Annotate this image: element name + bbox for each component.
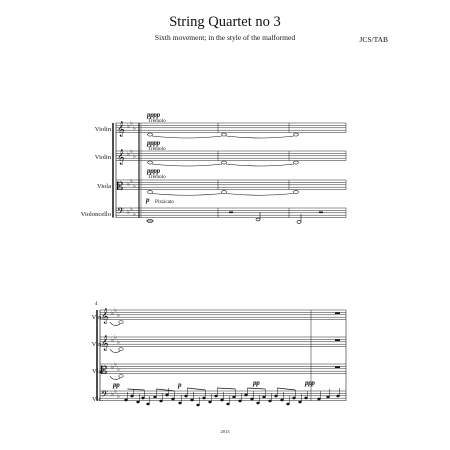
svg-text:♭: ♭ [117,393,120,400]
svg-text:♭: ♭ [130,148,133,155]
bass-clef-icon: 𝄢 [101,389,109,402]
instrument-abbrev-violin-1: Vln. [91,314,103,321]
bass-clef-icon: 𝄢 [117,206,125,219]
dynamic-marking: pp [253,379,260,387]
page-number: 2013 [220,429,230,434]
staff-vln-2 [100,337,346,347]
composer-credit: JCS/TAB [359,35,388,44]
dynamic-marking: pp [113,381,120,389]
treble-clef-icon: 𝄞 [117,122,125,137]
svg-text:♭: ♭ [114,388,117,395]
instrument-name-violin-1: Violin [94,126,111,133]
score-subtitle: Sixth movement; in the style of the malformed [154,33,296,42]
treble-clef-icon: 𝄞 [101,309,109,324]
dynamic-marking: pppp [147,111,160,119]
instrument-abbrev-viola: Vla. [91,368,103,375]
treble-clef-icon: 𝄞 [117,150,125,165]
instrument-name-violin-2: Violin [94,154,111,161]
staff-violin-1 [116,123,346,133]
score-title: String Quartet no 3 [169,14,281,30]
dynamic-marking: pppp [147,139,160,147]
svg-text:♭: ♭ [133,183,136,190]
svg-text:♭: ♭ [117,366,120,373]
alto-clef-icon: 𝄡 [117,180,124,193]
dynamic-marking: p [146,196,150,204]
svg-text:♭: ♭ [111,310,114,317]
staff-viola [116,180,346,190]
instrument-abbrev-violin-2: Vln. [91,341,103,348]
svg-text:♭: ♭ [127,181,130,188]
technique-marking: Pizzicato [155,199,175,205]
staff-vla [100,364,346,374]
alto-clef-icon: 𝄡 [101,364,108,377]
measure-number: 4 [95,302,98,307]
svg-text:♭: ♭ [114,334,117,341]
svg-text:♭: ♭ [111,391,114,398]
svg-text:♭: ♭ [127,209,130,216]
dynamic-marking: p [178,381,182,389]
svg-text:♭: ♭ [130,178,133,185]
instrument-name-viola: Viola [96,183,111,190]
svg-text:♭: ♭ [111,364,114,371]
svg-text:♭: ♭ [117,339,120,346]
staff-violin-2 [116,151,346,161]
svg-text:♭: ♭ [127,123,130,130]
technique-marking: Tremolo [148,118,166,124]
instrument-abbrev-violoncello: Vlc. [91,396,103,403]
treble-clef-icon: 𝄞 [101,336,109,351]
instrument-name-violoncello: Violoncello [80,211,111,218]
svg-text:♭: ♭ [130,206,133,213]
svg-text:♭: ♭ [133,211,136,218]
svg-text:♭: ♭ [117,312,120,319]
svg-text:♭: ♭ [127,151,130,158]
svg-text:♭: ♭ [130,120,133,127]
cello-passage [125,388,340,406]
svg-text:♭: ♭ [111,337,114,344]
svg-text:♭: ♭ [114,361,117,368]
dynamic-marking: pppp [147,167,160,175]
svg-text:♭: ♭ [133,125,136,132]
dynamic-marking: ppp [305,379,315,387]
svg-text:♭: ♭ [133,153,136,160]
technique-marking: Tremolo [148,146,166,152]
technique-marking: Tremolo [148,174,166,180]
staff-vln-1 [100,310,346,320]
svg-text:♭: ♭ [114,307,117,314]
